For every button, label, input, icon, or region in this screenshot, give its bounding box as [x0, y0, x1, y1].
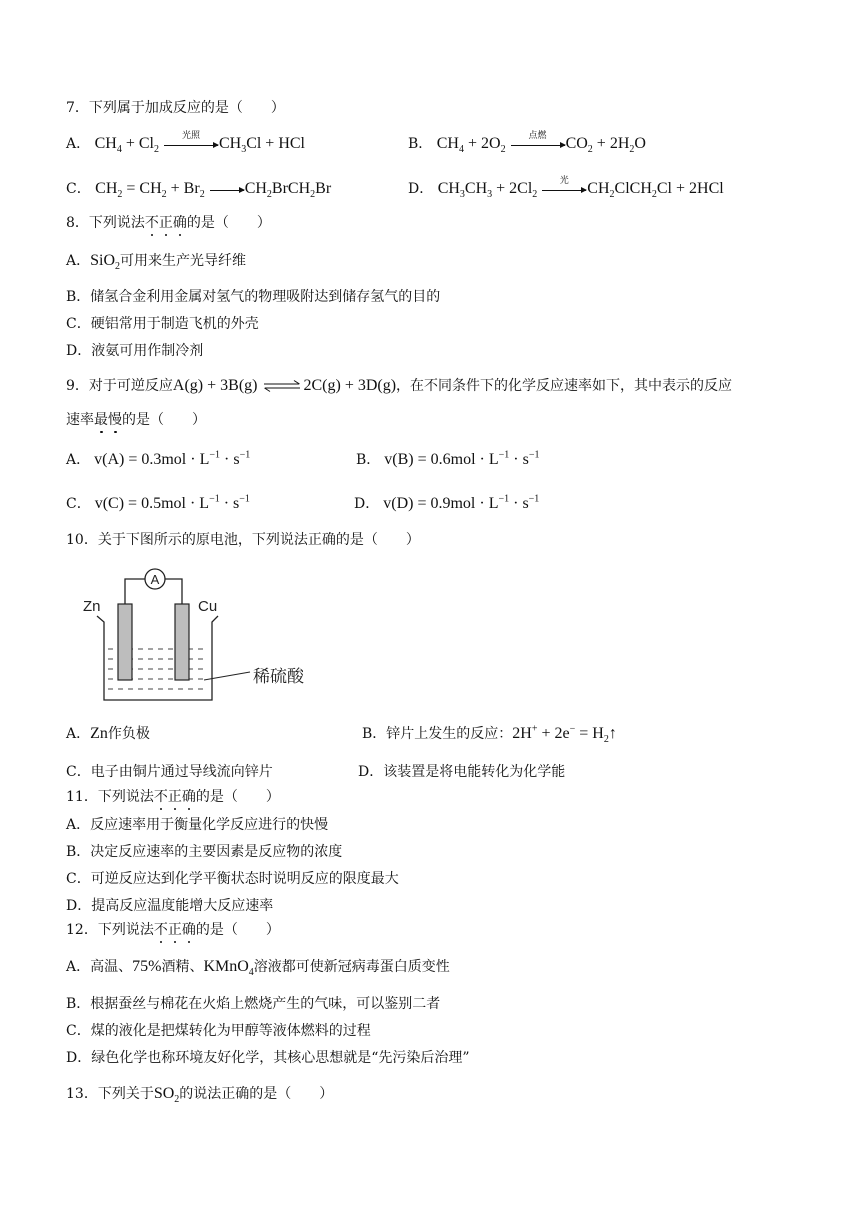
- ammeter-label: A: [150, 572, 160, 587]
- option-letter: A．: [66, 136, 91, 152]
- q9-option-a[interactable]: A． $v(A) = 0.3mol \cdot L^{-1} \cdot s^{-1}$: [66, 449, 251, 468]
- q12-option-b[interactable]: B．根据蚕丝与棉花在火焰上燃烧产生的气味，可以鉴别二者: [66, 996, 441, 1012]
- q7-option-c[interactable]: [66, 179, 331, 199]
- q7-b-equation: $CH_4 + 2O_2$ 点燃 $CO_2 + 2H_2O$: [436, 129, 646, 156]
- option-letter: B．: [408, 136, 433, 152]
- option-letter: D．: [408, 181, 434, 197]
- q7-c-equation: $CH_2 = CH_2 + Br_2$ $CH_2BrCH_2Br$: [95, 180, 332, 201]
- q10-stem: 10．关于下图所示的原电池，下列说法正确的是（ ）: [66, 532, 420, 548]
- q10-option-c[interactable]: C．电子由铜片通过导线流向锌片: [66, 764, 273, 780]
- q12-option-d[interactable]: D．绿色化学也称环境友好化学，其核心思想就是“先污染后治理”: [66, 1050, 470, 1066]
- q9-stem-line2: 速率最慢的是（ ）: [66, 412, 206, 428]
- q12-stem: 12．下列说法不正确的是（ ）: [66, 922, 280, 938]
- reaction-arrow-icon: 光照: [164, 143, 218, 146]
- beaker: [97, 616, 218, 700]
- reaction-arrow-icon: 点燃: [511, 143, 565, 146]
- q12-option-a[interactable]: A．高温、75%酒精、KMnO$_4$溶液都可使新冠病毒蛋白质变性: [66, 958, 450, 979]
- q13-stem: 13．下列关于$SO_2$的说法正确的是（ ）: [66, 1085, 334, 1106]
- equilibrium-arrow-icon: [263, 380, 301, 392]
- q10-option-b[interactable]: B．锌片上发生的反应：$2H^+ + 2e^- = H_2↑$: [362, 723, 617, 746]
- q8-option-b[interactable]: B．储氢合金利用金属对氢气的物理吸附达到储存氢气的目的: [66, 289, 441, 305]
- q7-option-d[interactable]: [408, 174, 724, 201]
- q9-option-b[interactable]: B． $v(B) = 0.6mol \cdot L^{-1} \cdot s^{-1}$: [356, 449, 540, 468]
- q7-stem: 7．下列属于加成反应的是（ ）: [66, 100, 285, 116]
- q12-option-c[interactable]: C．煤的液化是把煤转化为甲醇等液体燃料的过程: [66, 1023, 371, 1039]
- zn-label: Zn: [83, 598, 101, 615]
- galvanic-cell-diagram: [78, 564, 318, 706]
- option-letter: C．: [66, 181, 91, 197]
- cu-electrode: [175, 604, 189, 680]
- q11-option-c[interactable]: C．可逆反应达到化学平衡状态时说明反应的限度最大: [66, 871, 399, 887]
- q11-option-d[interactable]: D．提高反应温度能增大反应速率: [66, 898, 274, 914]
- q7-a-equation: $CH_4 + Cl_2$ 光照 $CH_3Cl$ + HCl: [94, 129, 305, 156]
- q11-option-a[interactable]: A．反应速率用于衡量化学反应进行的快慢: [66, 817, 329, 833]
- cu-label: Cu: [198, 598, 218, 615]
- q8-option-c[interactable]: C．硬铝常用于制造飞机的外壳: [66, 316, 259, 332]
- sio2-formula: SiO$_2$: [90, 252, 121, 273]
- acid-label: 稀硫酸: [253, 667, 304, 687]
- q9-option-d[interactable]: D． $v(D) = 0.9mol \cdot L^{-1} \cdot s^{-1}$: [354, 493, 540, 512]
- zn-electrode: [118, 604, 132, 680]
- q7-option-a[interactable]: [66, 129, 305, 156]
- q10-option-d[interactable]: D．该装置是将电能转化为化学能: [358, 764, 566, 780]
- q8-option-a[interactable]: A．SiO$_2$可用来生产光导纤维: [66, 252, 247, 273]
- q8-option-d[interactable]: D．液氨可用作制冷剂: [66, 343, 204, 359]
- gas-up-arrow-icon: ↑: [608, 725, 617, 742]
- q9-stem: 9．对于可逆反应A(g) + 3B(g) 2C(g) + 3D(g)，在不同条件下的化学反应速率如下，其中表示的反应: [66, 377, 733, 394]
- q7-option-b[interactable]: [408, 129, 646, 156]
- q7-d-equation: $CH_3CH_3 + 2Cl_2$ 光 $CH_2ClCH_2Cl + 2HCl$: [437, 174, 724, 201]
- q9-option-c[interactable]: C． $v(C) = 0.5mol \cdot L^{-1} \cdot s^{-1}$: [66, 493, 250, 512]
- q10-option-a[interactable]: A．Zn作负极: [66, 725, 150, 742]
- q11-option-b[interactable]: B．决定反应速率的主要因素是反应物的浓度: [66, 844, 343, 860]
- q11-stem: 11．下列说法不正确的是（ ）: [66, 789, 280, 805]
- q8-stem: 8．下列说法不正确的是（ ）: [66, 215, 271, 231]
- reaction-arrow-icon: 光: [542, 188, 586, 191]
- q9-equation: A(g) + 3B(g) 2C(g) + 3D(g): [172, 377, 397, 394]
- reaction-arrow-icon: [210, 188, 244, 191]
